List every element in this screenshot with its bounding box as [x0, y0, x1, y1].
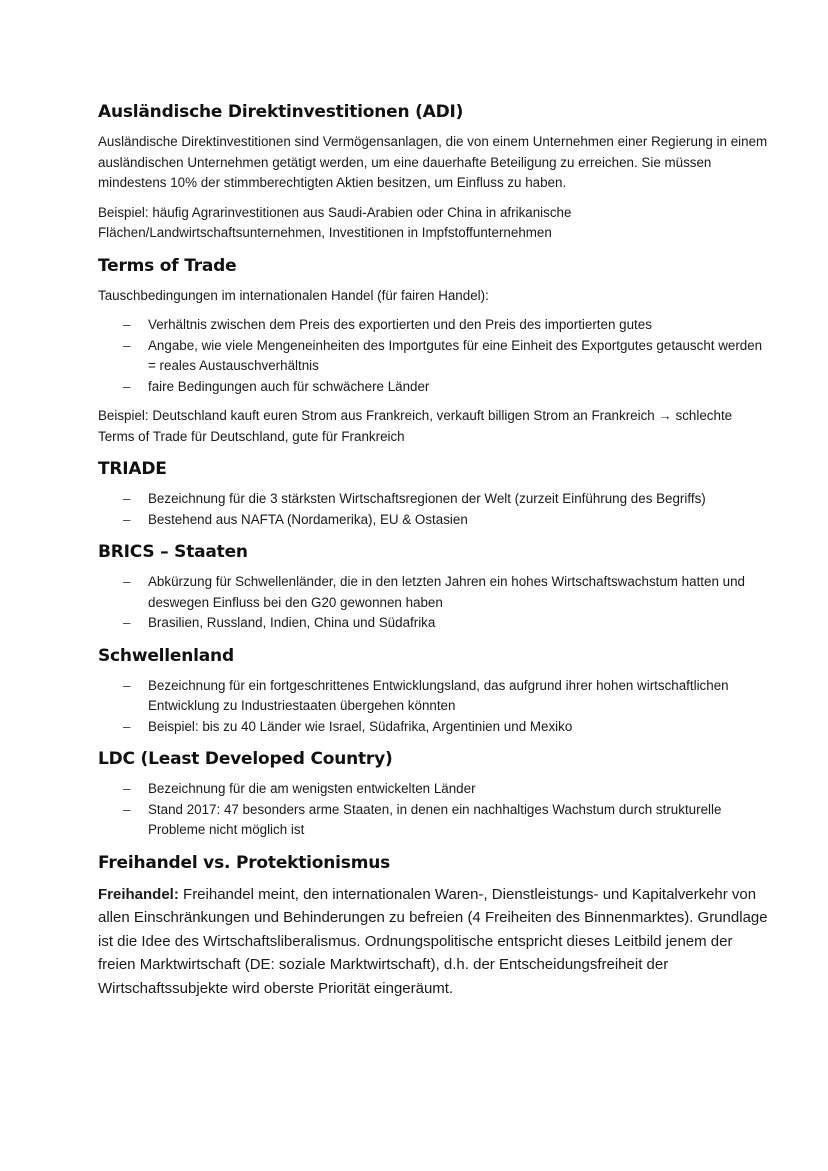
- paragraph-adi-example: Beispiel: häufig Agrarinvestitionen aus Saudi-Arabien oder China in afrikanische Flächen/Landwirtschaftsunternehmen, Investitionen in Impfstoffunternehmen: [98, 204, 572, 240]
- dash-bullet: –: [123, 574, 131, 589]
- dash-bullet: –: [123, 337, 131, 353]
- list-item-text: Verhältnis zwischen dem Preis des exportierten und den Preis des importierten gutes: [148, 317, 652, 332]
- list-ldc: [98, 779, 768, 841]
- list-item-text: Abkürzung für Schwellenländer, die in den letzten Jahren ein hohes Wirtschaftswachstum hatten und deswegen Einfluss bei den G20 gewonnen haben: [148, 574, 745, 610]
- list-item-text: Brasilien, Russland, Indien, China und Südafrika: [148, 615, 436, 630]
- section-triade: [98, 459, 768, 530]
- freihandel-text: Freihandel meint, den internationalen Waren-, Dienstleistungs- und Kapitalverkehr von allen Einschränkungen und Behinderungen zu befreien (4 Freiheiten des Binnenmarktes). Grundlage ist die Idee des Wirtschaftsliberalismus. Ordnungspolitische entspricht dieses Leitbild jenem der freien Marktwirtschaft (DE: soziale Marktwirtschaft), d.h. der Entscheidungsfreiheit der Wirtschaftssubjekte wird oberste Priorität eingeräumt.: [98, 885, 768, 997]
- list-item: [98, 489, 768, 510]
- list-item: [98, 315, 768, 336]
- section-adi: [98, 102, 768, 244]
- heading-brics: BRICS – Staaten: [98, 542, 248, 562]
- list-schwellenland: [98, 676, 768, 738]
- list-item-text: Stand 2017: 47 besonders arme Staaten, in denen ein nachhaltiges Wachstum durch strukturelle Probleme nicht möglich ist: [148, 801, 722, 837]
- list-item: [98, 613, 768, 634]
- list-item-text: Angabe, wie viele Mengeneinheiten des Importgutes für eine Einheit des Exportgutes getauscht werden = reales Austauschverhältnis: [148, 337, 763, 373]
- section-terms-of-trade: [98, 256, 768, 448]
- paragraph-adi-definition: Ausländische Direktinvestitionen sind Vermögensanlagen, die von einem Unternehmen einer Regierung in einem ausländischen Unternehmen getätigt werden, um eine dauerhafte Beteiligung zu erreichen. Sie müssen mindestens 10% der stimmberechtigten Aktien besitzen, um Einfluss zu haben.: [98, 134, 768, 190]
- dash-bullet: –: [123, 677, 131, 693]
- section-freihandel: [98, 853, 768, 1001]
- list-item-text: Bezeichnung für ein fortgeschrittenes Entwicklungsland, das aufgrund ihrer hohen wirtschaftlichen Entwicklung zu Industriestaaten übergehen könnten: [148, 677, 729, 713]
- list-item: [98, 717, 768, 738]
- dash-bullet: –: [123, 378, 131, 394]
- list-item-text: faire Bedingungen auch für schwächere Länder: [148, 378, 430, 394]
- heading-schwellenland: Schwellenland: [98, 645, 234, 666]
- section-brics: [98, 542, 768, 634]
- heading-ldc: LDC (Least Developed Country): [98, 749, 393, 769]
- dash-bullet: –: [123, 801, 131, 817]
- list-item: [98, 377, 768, 398]
- dash-bullet: –: [123, 511, 131, 527]
- heading-terms-of-trade: Terms of Trade: [98, 255, 237, 276]
- dash-bullet: –: [123, 718, 131, 734]
- heading-adi: Ausländische Direktinvestitionen (ADI): [98, 102, 464, 122]
- dash-bullet: –: [123, 491, 131, 506]
- section-schwellenland: [98, 646, 768, 738]
- paragraph-freihandel: [98, 883, 768, 1001]
- heading-freihandel: Freihandel vs. Protektionismus: [98, 852, 391, 873]
- list-triade: [98, 489, 768, 530]
- list-item-text: Bezeichnung für die 3 stärksten Wirtschaftsregionen der Welt (zurzeit Einführung des Begriffs): [148, 491, 706, 506]
- list-item: [98, 336, 768, 377]
- paragraph-tot-example: Beispiel: Deutschland kauft euren Strom aus Frankreich, verkauft billigen Strom an Frankreich → schlechte Terms of Trade für Deutschland, gute für Frankreich: [98, 408, 733, 444]
- list-item: [98, 676, 768, 717]
- list-item-text: Bezeichnung für die am wenigsten entwickelten Länder: [148, 781, 476, 796]
- dash-bullet: –: [123, 615, 131, 630]
- list-item-text: Beispiel: bis zu 40 Länder wie Israel, Südafrika, Argentinien und Mexiko: [148, 718, 573, 734]
- list-item: [98, 800, 768, 841]
- freihandel-label: Freihandel:: [98, 885, 179, 903]
- dash-bullet: –: [123, 781, 131, 796]
- list-brics: [98, 572, 768, 634]
- dash-bullet: –: [123, 317, 131, 332]
- list-item: [98, 572, 768, 613]
- list-item: [98, 510, 768, 531]
- heading-triade: TRIADE: [98, 459, 167, 479]
- section-ldc: [98, 749, 768, 841]
- list-tot: [98, 315, 768, 397]
- paragraph-tot-intro: Tauschbedingungen im internationalen Handel (für fairen Handel):: [98, 287, 489, 303]
- list-item: [98, 779, 768, 800]
- list-item-text: Bestehend aus NAFTA (Nordamerika), EU & Ostasien: [148, 511, 468, 527]
